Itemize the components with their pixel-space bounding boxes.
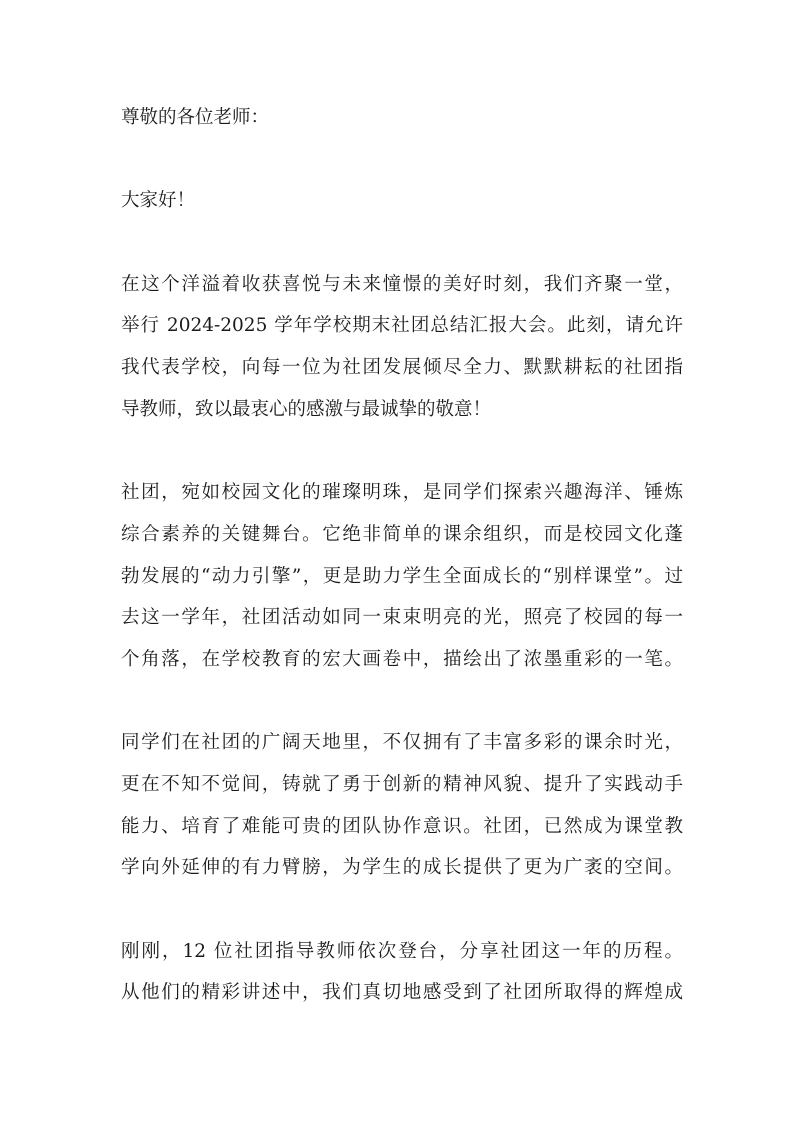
blank-line [121, 889, 683, 931]
text-line: 能力、培育了难能可贵的团队协作意识。社团，已然成为课堂教 [121, 815, 683, 837]
paragraph-2 [121, 472, 683, 680]
text-line: 社团，宛如校园文化的璀璨明珠，是同学们探索兴趣海洋、锤炼 [121, 482, 683, 504]
salutation: 尊敬的各位老师： [121, 107, 270, 128]
text-line: 刚刚，12 位社团指导教师依次登台，分享社团这一年的历程。 [121, 940, 683, 962]
hello-line: 大家好！ [121, 190, 196, 212]
text-line: 举行 2024-2025 学年学校期末社团总结汇报大会。此刻，请允许 [121, 315, 683, 337]
text-line: 在这个洋溢着收获喜悦与未来憧憬的美好时刻，我们齐聚一堂， [121, 273, 683, 295]
blank-line [121, 222, 683, 264]
text-line: 更在不知不觉间，铸就了勇于创新的精神风貌、提升了实践动手 [121, 774, 683, 795]
document-page [121, 97, 683, 1014]
text-line: 综合素养的关键舞台。它绝非简单的课余组织，而是校园文化蓬 [121, 523, 683, 545]
blank-line [121, 139, 683, 181]
text-line: 从他们的精彩讲述中，我们真切地感受到了社团所取得的辉煌成 [121, 982, 683, 1004]
paragraph-1 [121, 264, 683, 431]
text-line: 导教师，致以最衷心的感激与最诚挚的敬意！ [121, 398, 492, 420]
text-line: 我代表学校，向每一位为社团发展倾尽全力、默默耕耘的社团指 [121, 357, 683, 379]
text-line: 学向外延伸的有力臂膀，为学生的成长提供了更为广袤的空间。 [121, 857, 683, 879]
text-line: 勃发展的“动力引擎”，更是助力学生全面成长的“别样课堂”。过 [121, 565, 683, 587]
blank-line [121, 431, 683, 473]
blank-line [121, 681, 683, 723]
text-line: 个角落，在学校教育的宏大画卷中，描绘出了浓墨重彩的一笔。 [121, 648, 683, 670]
text-line: 去这一学年，社团活动如同一束束明亮的光，照亮了校园的每一 [121, 607, 683, 629]
paragraph-4 [121, 931, 683, 1014]
paragraph-3 [121, 722, 683, 889]
text-line: 同学们在社团的广阔天地里，不仅拥有了丰富多彩的课余时光， [121, 732, 683, 754]
